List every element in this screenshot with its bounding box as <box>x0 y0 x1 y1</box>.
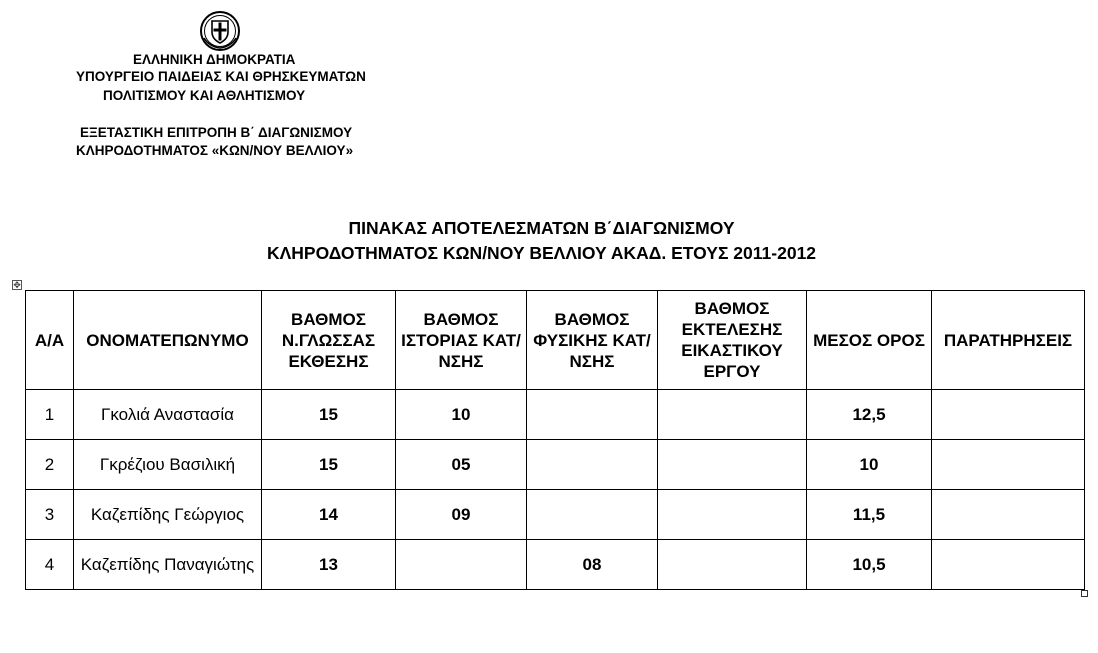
grade-cell <box>658 440 807 490</box>
page-title-line-2: ΚΛΗΡΟΔΟΤΗΜΑΤΟΣ ΚΩΝ/ΝΟΥ ΒΕΛΛΙΟΥ ΑΚΑΔ. ΕΤΟΥΣ 2011-2012 <box>266 243 817 263</box>
header-line-2: ΥΠΟΥΡΓΕΙΟ ΠΑΙΔΕΙΑΣ ΚΑΙ ΘΡΗΣΚΕΥΜΑΤΩΝ <box>76 69 366 84</box>
table-row <box>26 390 1085 440</box>
grade-cell <box>932 540 1085 590</box>
grade-cell: 10 <box>807 440 932 490</box>
grade-cell: 12,5 <box>807 390 932 440</box>
column-header: ΒΑΘΜΟΣ ΦΥΣΙΚΗΣ ΚΑΤ/ΝΣΗΣ <box>527 291 658 390</box>
column-header: Α/Α <box>26 291 74 390</box>
row-number-cell: 2 <box>26 440 74 490</box>
header-line-4: ΕΞΕΤΑΣΤΙΚΗ ΕΠΙΤΡΟΠΗ Β΄ ΔΙΑΓΩΝΙΣΜΟΥ <box>80 125 353 140</box>
grade-cell: 10 <box>396 390 527 440</box>
row-number-cell: 4 <box>26 540 74 590</box>
column-header: ΟΝΟΜΑΤΕΠΩΝΥΜΟ <box>74 291 262 390</box>
column-header: ΒΑΘΜΟΣ ΕΚΤΕΛΕΣΗΣ ΕΙΚΑΣΤΙΚΟΥ ΕΡΓΟΥ <box>658 291 807 390</box>
grade-cell <box>527 390 658 440</box>
name-cell: Καζεπίδης Γεώργιος <box>74 490 262 540</box>
grade-cell <box>932 440 1085 490</box>
grade-cell: 11,5 <box>807 490 932 540</box>
column-header: ΜΕΣΟΣ ΟΡΟΣ <box>807 291 932 390</box>
column-header: ΒΑΘΜΟΣ ΙΣΤΟΡΙΑΣ ΚΑΤ/ΝΣΗΣ <box>396 291 527 390</box>
grade-cell <box>932 490 1085 540</box>
page-title-line-1: ΠΙΝΑΚΑΣ ΑΠΟΤΕΛΕΣΜΑΤΩΝ Β΄ΔΙΑΓΩΝΙΣΜΟΥ <box>348 218 735 238</box>
table-resize-handle[interactable] <box>1081 590 1088 597</box>
grade-cell: 15 <box>262 390 396 440</box>
header-line-1: ΕΛΛΗΝΙΚΗ ΔΗΜΟΚΡΑΤΙΑ <box>133 52 296 67</box>
column-header: ΠΑΡΑΤΗΡΗΣΕΙΣ <box>932 291 1085 390</box>
grade-cell <box>658 390 807 440</box>
row-number-cell: 3 <box>26 490 74 540</box>
table-row <box>26 440 1085 490</box>
grade-cell <box>396 540 527 590</box>
grade-cell <box>527 440 658 490</box>
name-cell: Καζεπίδης Παναγιώτης <box>74 540 262 590</box>
grade-cell: 05 <box>396 440 527 490</box>
table-move-handle-icon[interactable]: ✥ <box>13 280 21 290</box>
row-number-cell: 1 <box>26 390 74 440</box>
name-cell: Γκρέζιου Βασιλική <box>74 440 262 490</box>
grade-cell: 15 <box>262 440 396 490</box>
header-line-3: ΠΟΛΙΤΙΣΜΟΥ ΚΑΙ ΑΘΛΗΤΙΣΜΟΥ <box>103 88 306 103</box>
grade-cell: 10,5 <box>807 540 932 590</box>
grade-cell: 13 <box>262 540 396 590</box>
table-row <box>26 540 1085 590</box>
grade-cell <box>932 390 1085 440</box>
grade-cell <box>658 540 807 590</box>
coat-of-arms-emblem <box>199 10 241 52</box>
table-header-row <box>26 291 1085 390</box>
grade-cell <box>658 490 807 540</box>
grade-cell <box>527 490 658 540</box>
table-row <box>26 490 1085 540</box>
grade-cell: 14 <box>262 490 396 540</box>
grade-cell: 09 <box>396 490 527 540</box>
column-header: ΒΑΘΜΟΣ Ν.ΓΛΩΣΣΑΣ ΕΚΘΕΣΗΣ <box>262 291 396 390</box>
name-cell: Γκολιά Αναστασία <box>74 390 262 440</box>
results-table <box>25 290 1085 590</box>
header-line-5: ΚΛΗΡΟΔΟΤΗΜΑΤΟΣ «ΚΩΝ/ΝΟΥ ΒΕΛΛΙΟΥ» <box>76 143 354 158</box>
grade-cell: 08 <box>527 540 658 590</box>
